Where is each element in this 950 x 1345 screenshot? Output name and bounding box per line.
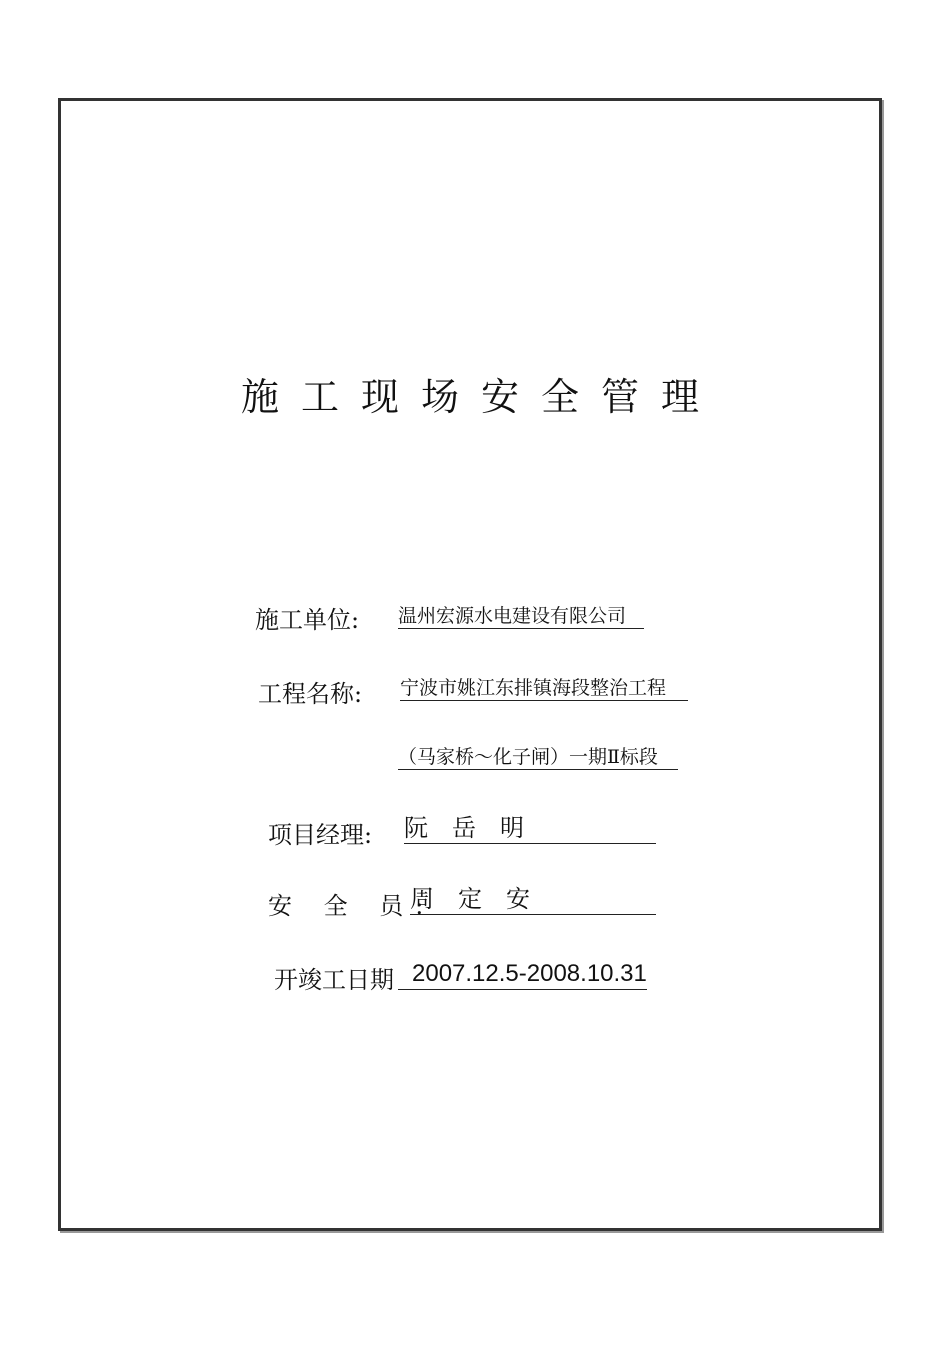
page-border-frame [58,98,882,1231]
dates-label: 开竣工日期 [274,966,394,994]
unit-label: 施工单位: [255,606,360,634]
unit-value: 温州宏源水电建设有限公司 [398,605,644,629]
safety-officer-value: 周 定 安 [410,885,656,915]
project-value-line1: 宁波市姚江东排镇海段整治工程 [400,677,688,701]
manager-value: 阮 岳 明 [404,814,656,844]
safety-officer-label: 安 全 员: [268,892,436,920]
document-title: 施工现场安全管理 [240,375,721,419]
dates-value: 2007.12.5-2008.10.31 [398,960,647,990]
project-value-line2: （马家桥～化子闸）一期Ⅱ标段 [398,746,678,770]
project-label: 工程名称: [258,680,363,708]
manager-label: 项目经理: [268,821,373,849]
